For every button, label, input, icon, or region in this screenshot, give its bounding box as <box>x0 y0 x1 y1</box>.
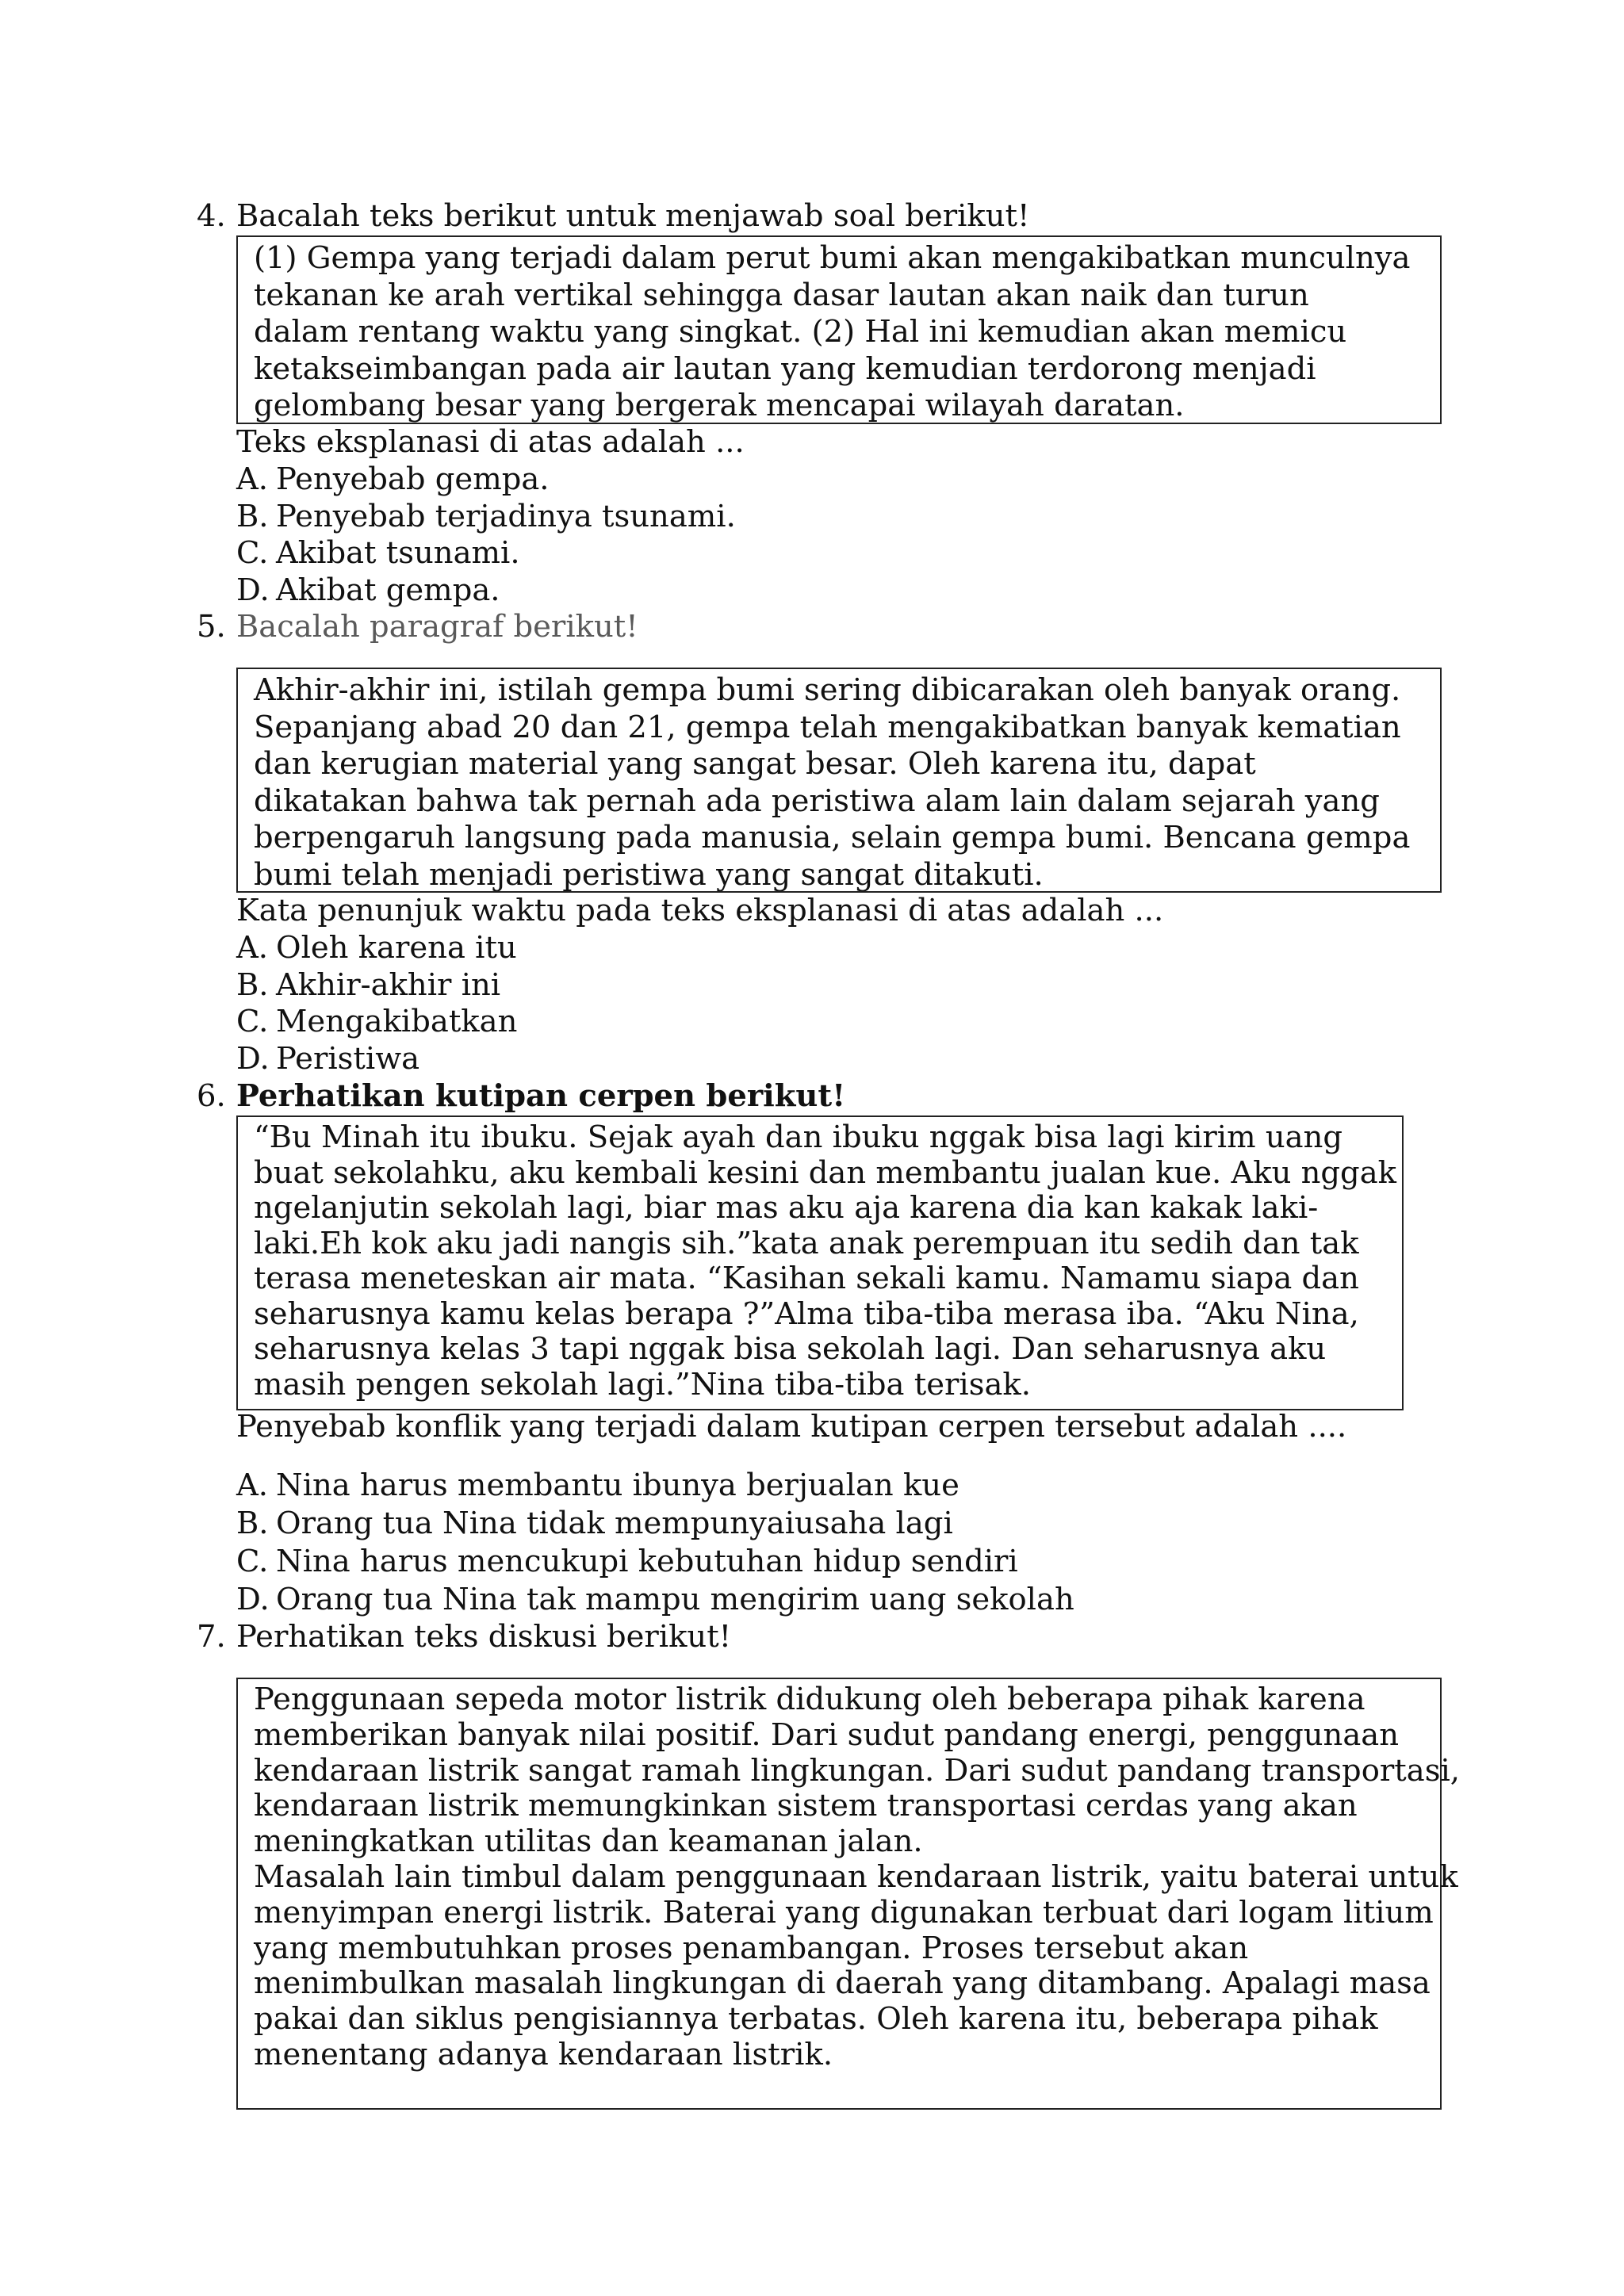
option-text: Penyebab terjadinya tsunami. <box>276 498 736 534</box>
option-text: Mengakibatkan <box>276 1004 518 1039</box>
question-stem: Penyebab konflik yang terjadi dalam kutipan cerpen tersebut adalah .... <box>236 1409 1347 1445</box>
question-5 <box>197 609 1434 646</box>
passage-line: (1) Gempa yang terjadi dalam perut bumi akan mengakibatkan munculnya <box>254 240 1411 276</box>
option-letter: C. <box>236 1544 269 1579</box>
answer-option-b[interactable] <box>236 1505 1074 1543</box>
question-prompt: Perhatikan teks diskusi berikut! <box>236 1619 732 1655</box>
passage-line: menimbulkan masalah lingkungan di daerah yang ditambang. Apalagi masa <box>254 1965 1431 2002</box>
passage-box <box>236 1115 1404 1410</box>
passage-box <box>236 668 1442 893</box>
question-prompt: Perhatikan kutipan cerpen berikut! <box>236 1078 846 1114</box>
answer-option-d[interactable] <box>236 572 736 610</box>
passage-line: Penggunaan sepeda motor listrik didukung oleh beberapa pihak karena <box>254 1682 1365 1717</box>
passage-box <box>236 235 1442 424</box>
passage-line: Akhir-akhir ini, istilah gempa bumi sering dibicarakan oleh banyak orang. <box>254 672 1401 708</box>
passage-line: seharusnya kamu kelas berapa ?”Alma tiba-tiba merasa iba. “Aku Nina, <box>254 1295 1359 1332</box>
passage-line: terasa meneteskan air mata. “Kasihan sekali kamu. Namamu siapa dan <box>254 1261 1359 1296</box>
option-letter: A. <box>236 461 269 497</box>
answer-option-b[interactable] <box>236 499 736 536</box>
question-header <box>197 1619 1434 1656</box>
question-prompt: Bacalah teks berikut untuk menjawab soal berikut! <box>236 198 1030 234</box>
option-letter: D. <box>236 572 270 608</box>
option-text: Orang tua Nina tidak mempunyaiusaha lagi <box>276 1506 953 1541</box>
answer-options <box>236 930 517 1077</box>
question-prompt: Bacalah paragraf berikut! <box>236 609 638 645</box>
question-number: 7. <box>197 1619 226 1655</box>
passage-line: Masalah lain timbul dalam penggunaan kendaraan listrik, yaitu baterai untuk <box>254 1858 1458 1895</box>
passage-line: ketakseimbangan pada air lautan yang kemudian terdorong menjadi <box>254 350 1316 387</box>
passage-line: yang membutuhkan proses penambangan. Proses tersebut akan <box>254 1930 1249 1966</box>
passage-line: laki.Eh kok aku jadi nangis sih.”kata anak perempuan itu sedih dan tak <box>254 1225 1359 1261</box>
answer-option-d[interactable] <box>236 1581 1074 1619</box>
option-letter: C. <box>236 1004 269 1039</box>
passage-line: dikatakan bahwa tak pernah ada peristiwa alam lain dalam sejarah yang <box>254 783 1380 819</box>
option-text: Nina harus mencukupi kebutuhan hidup sendiri <box>276 1544 1018 1579</box>
passage-box <box>236 1678 1461 2110</box>
question-header <box>197 198 1434 235</box>
option-letter: D. <box>236 1582 270 1617</box>
question-7 <box>197 1619 1434 1656</box>
question-6 <box>197 1078 1434 1115</box>
answer-option-c[interactable] <box>236 1004 517 1041</box>
answer-option-a[interactable] <box>236 461 736 499</box>
passage-line: kendaraan listrik memungkinkan sistem transportasi cerdas yang akan <box>254 1788 1358 1824</box>
passage-line: tekanan ke arah vertikal sehingga dasar lautan akan naik dan turun <box>254 277 1309 313</box>
question-4 <box>197 198 1434 235</box>
passage-line: berpengaruh langsung pada manusia, selain gempa bumi. Bencana gempa <box>254 820 1411 855</box>
question-header <box>197 609 1434 646</box>
passage-line: dalam rentang waktu yang singkat. (2) Hal ini kemudian akan memicu <box>254 314 1347 350</box>
option-text: Akhir-akhir ini <box>276 966 501 1003</box>
answer-option-b[interactable] <box>236 967 517 1004</box>
passage-line: buat sekolahku, aku kembali kesini dan membantu jualan kue. Aku nggak <box>254 1154 1396 1191</box>
passage-line: “Bu Minah itu ibuku. Sejak ayah dan ibuku nggak bisa lagi kirim uang <box>254 1119 1343 1155</box>
option-letter: B. <box>236 966 269 1003</box>
passage-line: kendaraan listrik sangat ramah lingkungan. Dari sudut pandang transportasi, <box>254 1752 1461 1789</box>
option-letter: C. <box>236 535 269 571</box>
question-stem: Teks eksplanasi di atas adalah ... <box>236 424 745 460</box>
passage-line: pakai dan siklus pengisiannya terbatas. Oleh karena itu, beberapa pihak <box>254 2001 1378 2038</box>
passage-line: bumi telah menjadi peristiwa yang sangat ditakuti. <box>254 856 1044 893</box>
passage-line: menyimpan energi listrik. Baterai yang digunakan terbuat dari logam litium <box>254 1894 1434 1931</box>
passage-line: meningkatkan utilitas dan keamanan jalan. <box>254 1823 923 1860</box>
option-letter: B. <box>236 1506 269 1541</box>
question-number: 6. <box>197 1078 226 1114</box>
option-text: Peristiwa <box>276 1040 420 1077</box>
passage-line: masih pengen sekolah lagi.”Nina tiba-tiba terisak. <box>254 1366 1032 1402</box>
option-text: Akibat gempa. <box>276 572 500 608</box>
passage-line: ngelanjutin sekolah lagi, biar mas aku aja karena dia kan kakak laki- <box>254 1190 1319 1226</box>
question-number: 4. <box>197 198 226 234</box>
option-letter: A. <box>236 930 269 966</box>
option-text: Oleh karena itu <box>276 930 517 966</box>
answer-option-d[interactable] <box>236 1041 517 1078</box>
answer-options <box>236 461 736 609</box>
option-text: Penyebab gempa. <box>276 461 550 497</box>
answer-options <box>236 1467 1074 1619</box>
answer-option-a[interactable] <box>236 930 517 967</box>
passage-line: Sepanjang abad 20 dan 21, gempa telah mengakibatkan banyak kematian <box>254 709 1401 745</box>
passage-line: dan kerugian material yang sangat besar. Oleh karena itu, dapat <box>254 746 1256 782</box>
question-number: 5. <box>197 609 226 645</box>
option-text: Nina harus membantu ibunya berjualan kue <box>276 1468 959 1503</box>
question-header <box>197 1078 1434 1115</box>
passage-line: gelombang besar yang bergerak mencapai wilayah daratan. <box>254 388 1185 423</box>
passage-line: menentang adanya kendaraan listrik. <box>254 2036 833 2072</box>
answer-option-c[interactable] <box>236 1543 1074 1581</box>
answer-option-a[interactable] <box>236 1467 1074 1505</box>
option-text: Akibat tsunami. <box>276 535 520 571</box>
option-letter: D. <box>236 1040 270 1077</box>
passage-line: memberikan banyak nilai positif. Dari sudut pandang energi, penggunaan <box>254 1716 1400 1753</box>
option-text: Orang tua Nina tak mampu mengirim uang sekolah <box>276 1582 1074 1617</box>
passage-line: seharusnya kelas 3 tapi nggak bisa sekolah lagi. Dan seharusnya aku <box>254 1331 1327 1367</box>
question-stem: Kata penunjuk waktu pada teks eksplanasi di atas adalah ... <box>236 893 1164 928</box>
option-letter: A. <box>236 1468 269 1503</box>
answer-option-c[interactable] <box>236 535 736 572</box>
option-letter: B. <box>236 498 269 534</box>
